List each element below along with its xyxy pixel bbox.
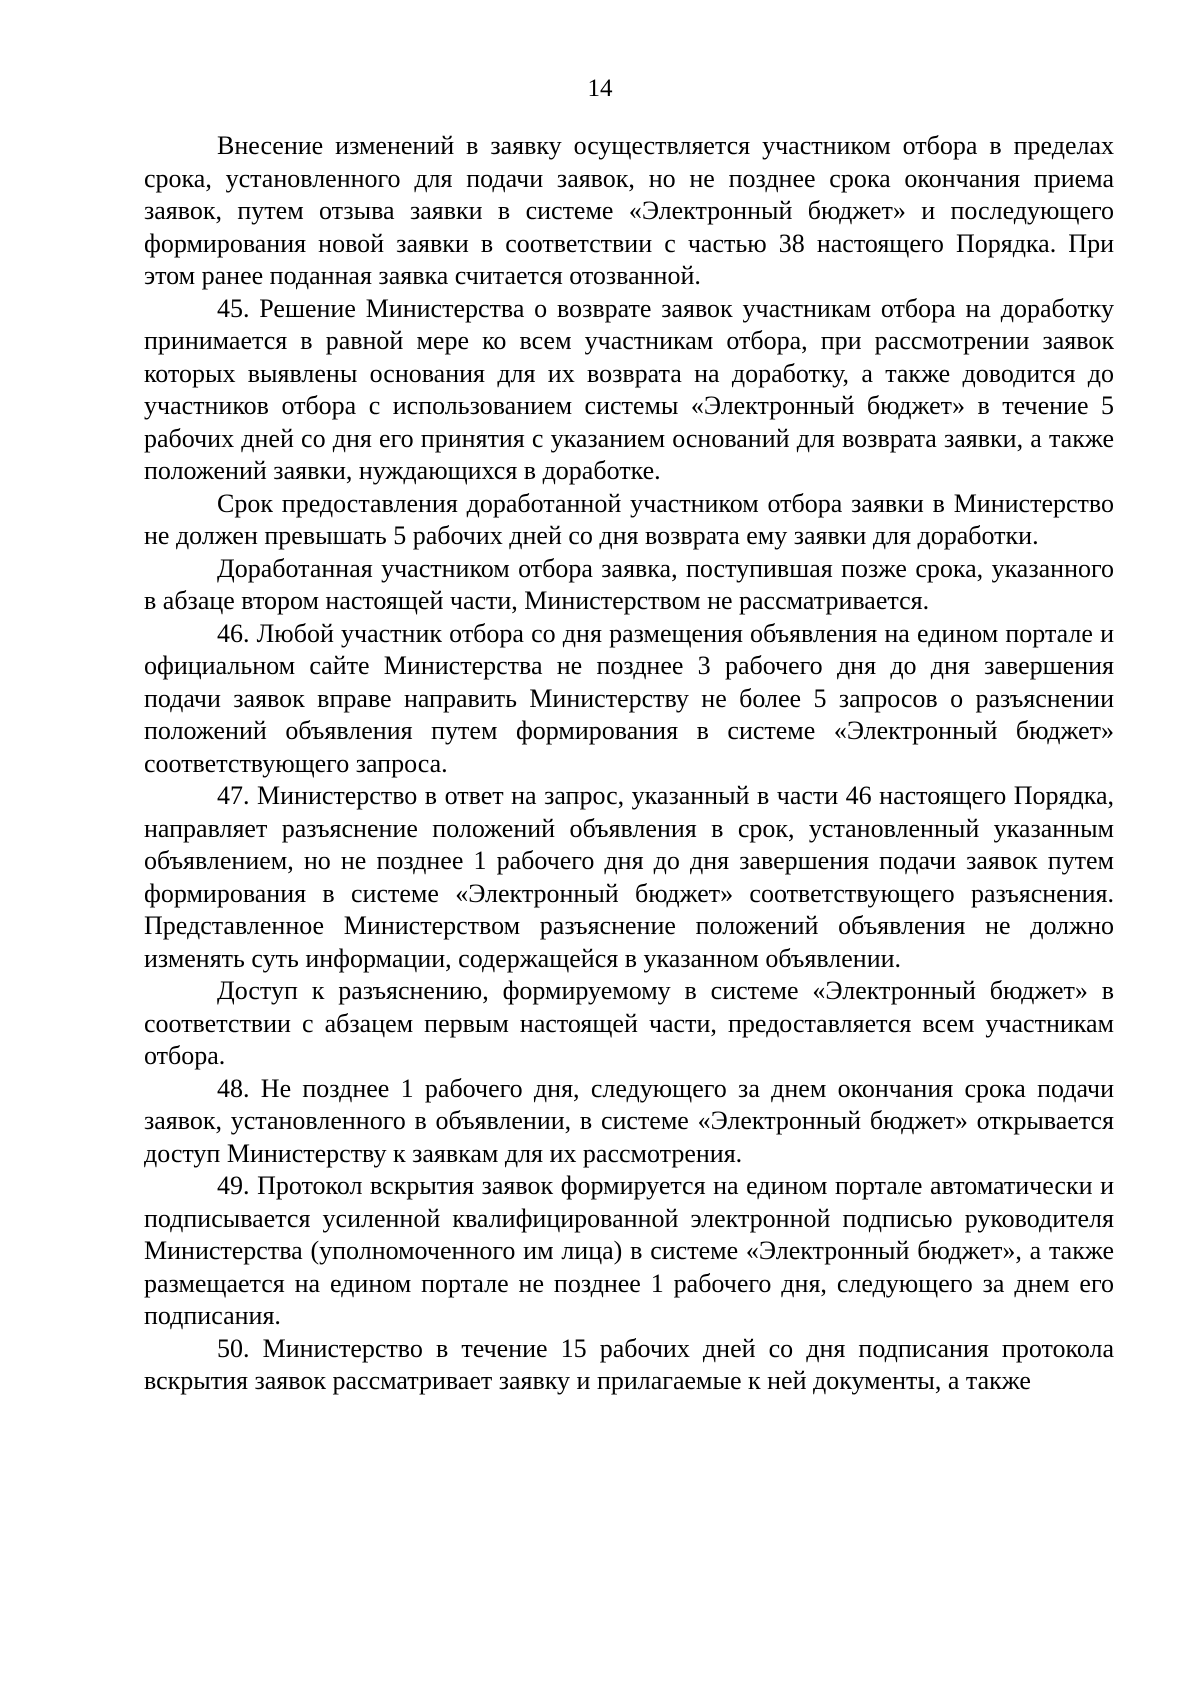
paragraph-amendment-procedure: Внесение изменений в заявку осуществляется участником отбора в пределах срока, установленного для подачи заявок, но не позднее срока окончания приема заявок, путем отзыва заявки в системе «Электронный бюджет» и последующего формирования новой заявки в соответствии с частью 38 настоящего Порядка. При этом ранее поданная заявка считается отозванной. <box>144 131 1114 290</box>
paragraph-revision-deadline: Срок предоставления доработанной участником отбора заявки в Министерство не должен превышать 5 рабочих дней со дня возврата ему заявки для доработки. <box>144 488 1114 550</box>
paragraph-46-clarification-requests: 46. Любой участник отбора со дня размещения объявления на едином портале и официальном сайте Министерства не позднее 3 рабочего дня до дня завершения подачи заявок вправе направить Министерству не более 5 запросов о разъяснении положений объявления путем формирования в системе «Электронный бюджет» соответствующего запроса. <box>144 618 1114 778</box>
paragraph-clarification-access: Доступ к разъяснению, формируемому в системе «Электронный бюджет» в соответствии с абзацем первым настоящей части, предоставляется всем участникам отбора. <box>144 976 1114 1070</box>
paragraph-50-review: 50. Министерство в течение 15 рабочих дней со дня подписания протокола вскрытия заявок рассматривает заявку и прилагаемые к ней документы, а также <box>144 1333 1114 1395</box>
page-number: 14 <box>587 75 613 102</box>
paragraph-47-clarification-response: 47. Министерство в ответ на запрос, указанный в части 46 настоящего Порядка, направляет разъяснение положений объявления в срок, установленный указанным объявлением, но не позднее 1 рабочего дня до дня завершения подачи заявок путем формирования в системе «Электронный бюджет» соответствующего разъяснения. Представленное Министерством разъяснение положений объявления не должно изменять суть информации, содержащейся в указанном объявлении. <box>144 781 1114 973</box>
paragraph-49-opening-protocol: 49. Протокол вскрытия заявок формируется на едином портале автоматически и подписывается усиленной квалифицированной электронной подписью руководителя Министерства (уполномоченного им лица) в системе «Электронный бюджет», а также размещается на едином портале не позднее 1 рабочего дня, следующего за днем его подписания. <box>144 1171 1114 1330</box>
paragraph-48-access-to-applications: 48. Не позднее 1 рабочего дня, следующего за днем окончания срока подачи заявок, установленного в объявлении, в системе «Электронный бюджет» открывается доступ Министерству к заявкам для их рассмотрения. <box>144 1073 1114 1168</box>
paragraph-late-revision: Доработанная участником отбора заявка, поступившая позже срока, указанного в абзаце втором настоящей части, Министерством не рассматривается. <box>144 553 1114 615</box>
document-body <box>144 130 1114 1398</box>
paragraph-45-return-for-revision: 45. Решение Министерства о возврате заявок участникам отбора на доработку принимается в равной мере ко всем участникам отбора, при рассмотрении заявок которых выявлены основания для их возврата на доработку, а также доводится до участников отбора с использованием системы «Электронный бюджет» в течение 5 рабочих дней со дня его принятия с указанием оснований для возврата заявки, а также положений заявки, нуждающихся в доработке. <box>144 293 1114 485</box>
